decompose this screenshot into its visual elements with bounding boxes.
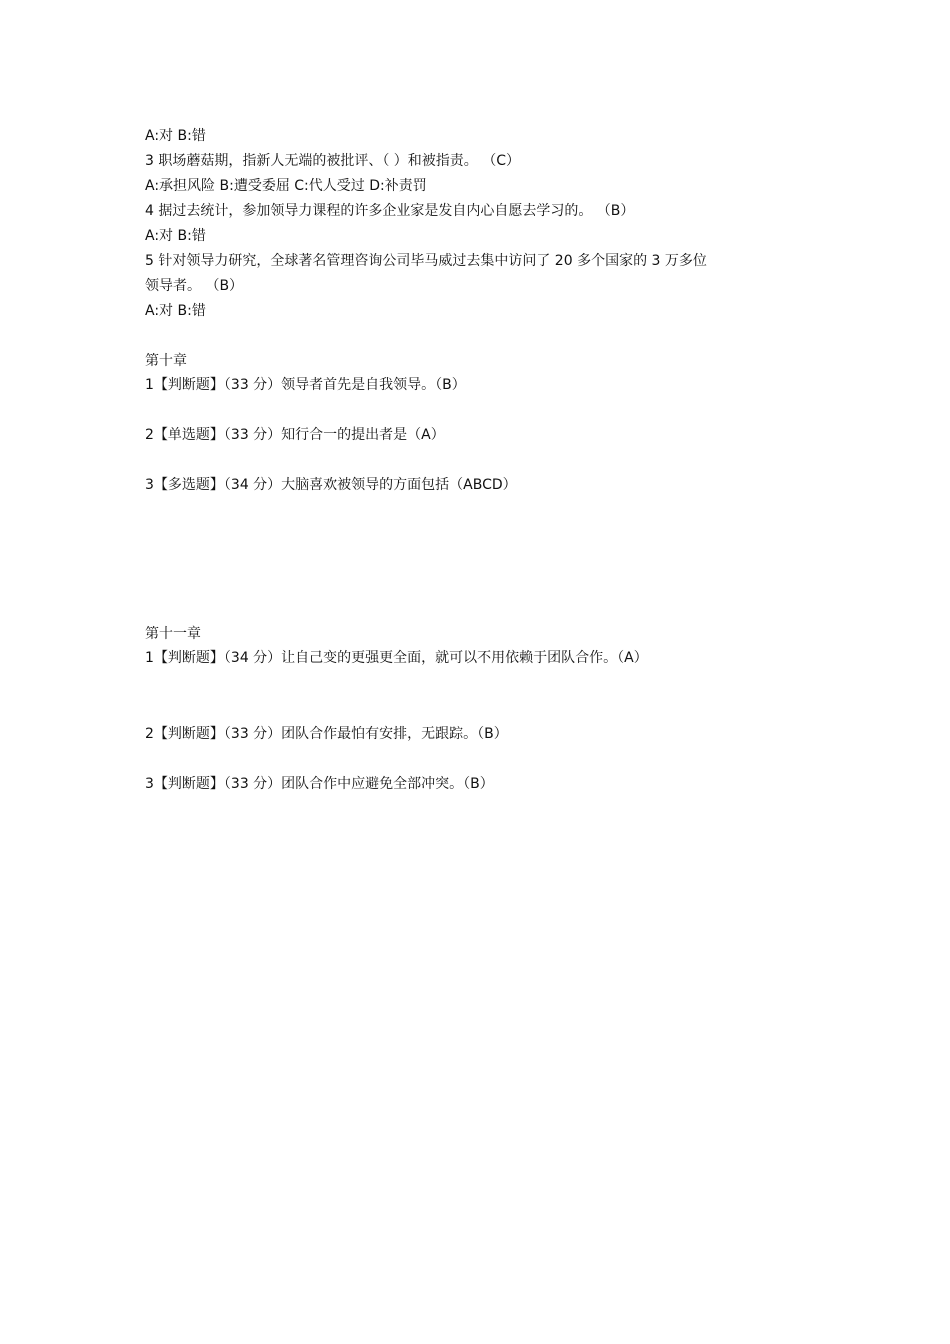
option-line: A:承担风险 B:遭受委屈 C:代人受过 D:补责罚 xyxy=(145,178,427,194)
chapter-heading: 第十一章 xyxy=(145,626,201,642)
option-line: A:对 B:错 xyxy=(145,228,206,244)
question-line: 2【单选题】（33 分）知行合一的提出者是（A） xyxy=(145,427,445,443)
option-line: A:对 B:错 xyxy=(145,303,206,319)
question-line: 3 职场蘑菇期，指新人无端的被批评、（ ）和被指责。 （C） xyxy=(145,153,521,169)
question-line: 3【判断题】（33 分）团队合作中应避免全部冲突。（B） xyxy=(145,776,494,792)
option-line: A:对 B:错 xyxy=(145,128,206,144)
question-line-continued: 领导者。 （B） xyxy=(145,278,244,294)
question-line: 3【多选题】（34 分）大脑喜欢被领导的方面包括（ABCD） xyxy=(145,477,517,493)
question-line: 2【判断题】（33 分）团队合作最怕有安排，无跟踪。（B） xyxy=(145,726,508,742)
question-line: 4 据过去统计，参加领导力课程的许多企业家是发自内心自愿去学习的。 （B） xyxy=(145,203,635,219)
question-line: 1【判断题】（33 分）领导者首先是自我领导。（B） xyxy=(145,377,466,393)
question-line: 1【判断题】（34 分）让自己变的更强更全面，就可以不用依赖于团队合作。（A） xyxy=(145,650,648,666)
question-line: 5 针对领导力研究，全球著名管理咨询公司毕马威过去集中访问了 20 多个国家的 3 万多位 xyxy=(145,253,707,269)
chapter-heading: 第十章 xyxy=(145,353,187,369)
